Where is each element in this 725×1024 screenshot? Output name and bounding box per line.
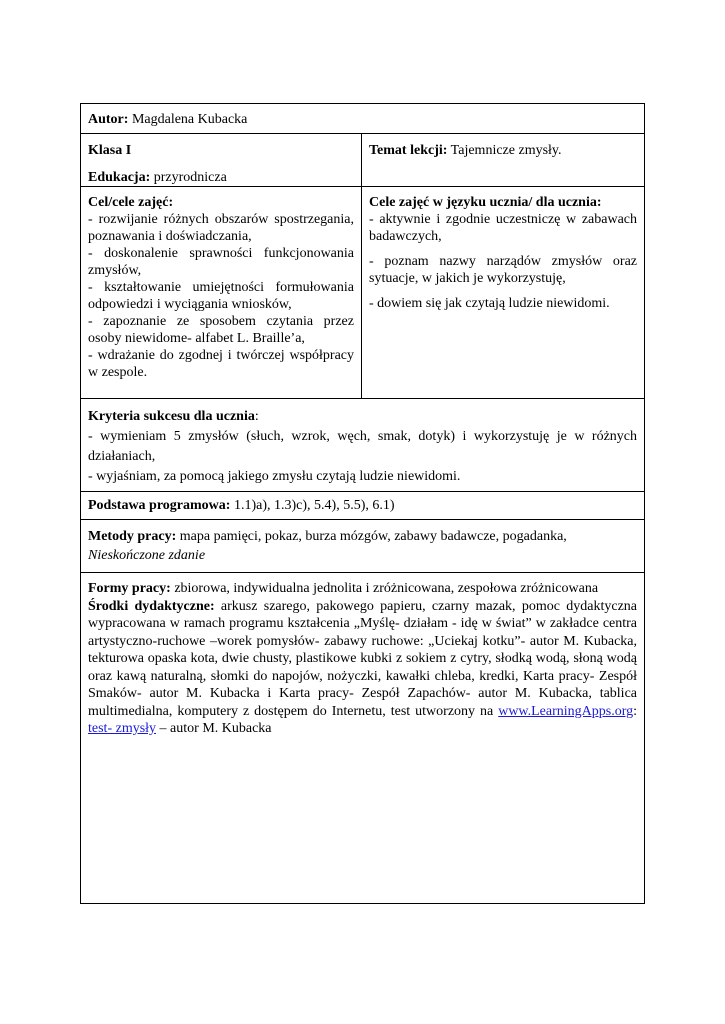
class-topic-row <box>81 134 645 187</box>
forms-label: Formy pracy: <box>88 581 171 596</box>
goals-label: Cel/cele zajęć: <box>88 195 174 210</box>
education-label: Edukacja: <box>88 170 151 185</box>
forms-line <box>88 580 637 598</box>
test-zmysly-link[interactable]: test- zmysły <box>88 721 157 736</box>
means-row <box>81 573 645 904</box>
goals-row <box>81 187 645 399</box>
methods-value: mapa pamięci, pokaz, burza mózgów, zabawy badawcze, pogadanka, <box>176 529 567 544</box>
author-cell <box>81 104 645 134</box>
criteria-colon: : <box>254 409 259 424</box>
means-separator: : <box>633 703 638 719</box>
goal-item: - zapoznanie ze sposobem czytania przez osoby niewidome- alfabet L. Braille’a, <box>88 314 354 346</box>
student-goals-cell <box>362 187 645 399</box>
author-value: Magdalena Kubacka <box>128 112 248 127</box>
goals-cell <box>81 187 362 399</box>
methods-italic-value: Nieskończone zdanie <box>88 548 206 563</box>
means-tail: – autor M. Kubacka <box>156 721 272 736</box>
topic-label: Temat lekcji: <box>369 143 448 158</box>
education-value: przyrodnicza <box>150 170 227 185</box>
topic-value: Tajemnicze zmysły. <box>447 143 562 158</box>
goal-item: - kształtowanie umiejętności formułowania odpowiedzi i wyciągania wniosków, <box>88 280 354 312</box>
criteria-item: - wyjaśniam, za pomocą jakiego zmysłu czytają ludzie niewidomi. <box>88 469 461 484</box>
curriculum-row <box>81 492 645 520</box>
learningapps-link[interactable]: www.LearningApps.org <box>498 703 634 719</box>
means-cell <box>81 573 645 904</box>
goal-item: - rozwijanie różnych obszarów spostrzegania, poznawania i doświadczania, <box>88 212 354 244</box>
goal-item: - wdrażanie do zgodnej i twórczej współpracy w zespole. <box>88 348 354 380</box>
author-label: Autor: <box>88 112 129 127</box>
education-line <box>88 169 354 186</box>
curriculum-value: 1.1)a), 1.3)c), 5.4), 5.5), 6.1) <box>230 498 395 513</box>
criteria-heading <box>88 407 637 427</box>
lesson-plan-page <box>80 103 644 904</box>
student-goals-label: Cele zajęć w języku ucznia/ dla ucznia: <box>369 195 602 210</box>
goal-item: - doskonalenie sprawności funkcjonowania zmysłów, <box>88 246 354 278</box>
author-row <box>81 104 645 134</box>
methods-cell <box>81 520 645 573</box>
methods-line <box>88 527 637 546</box>
student-goal-item: - poznam nazwy narządów zmysłów oraz sytuacje, w jakich je wykorzystuję, <box>369 254 638 286</box>
class-cell <box>81 134 362 187</box>
curriculum-label: Podstawa programowa: <box>88 498 231 513</box>
methods-row <box>81 520 645 573</box>
topic-cell <box>362 134 645 187</box>
means-text <box>88 598 637 738</box>
student-goal-item: - dowiem się jak czytają ludzie niewidomi. <box>369 296 610 311</box>
forms-value: zbiorowa, indywidualna jednolita i zróżnicowana, zespołowa zróżnicowana <box>170 581 599 596</box>
student-goal-item: - aktywnie i zgodnie uczestniczę w zabawach badawczych, <box>369 212 638 244</box>
class-label: Klasa I <box>88 143 132 158</box>
means-label: Środki dydaktyczne: <box>88 598 215 614</box>
criteria-label: Kryteria sukcesu dla ucznia <box>88 409 255 424</box>
criteria-item: - wymieniam 5 zmysłów (słuch, wzrok, węch, smak, dotyk) i wykorzystuję je w różnych działaniach, <box>88 429 638 464</box>
criteria-row <box>81 399 645 492</box>
means-value: arkusz szarego, pakowego papieru, czarny mazak, pomoc dydaktyczna wypracowana w ramach programu kształcenia „Myślę- działam - idę w świat” w zakładce centra artystyczno-ruchowe –worek pomysłów- zabawy ruchowe: „Uciekaj kotku”- autor M. Kubacka, tekturowa opaska kota, dwie chusty, plastikowe kubki z sokiem z cytry, słodką wodą, słoną wodą oraz kawą naturalną, słomki do napojów, nożyczki, kawałki chleba, kredki, Karta pracy- Zespół Smaków- autor M. Kubacka i Karta pracy- Zespół Zapachów- autor M. Kubacka, tablica multimedialna, komputery z dostępem do Internetu, test utworzony na <box>88 598 638 719</box>
curriculum-cell <box>81 492 645 520</box>
criteria-cell <box>81 399 645 492</box>
lesson-plan-table <box>80 103 645 904</box>
methods-label: Metody pracy: <box>88 529 177 544</box>
